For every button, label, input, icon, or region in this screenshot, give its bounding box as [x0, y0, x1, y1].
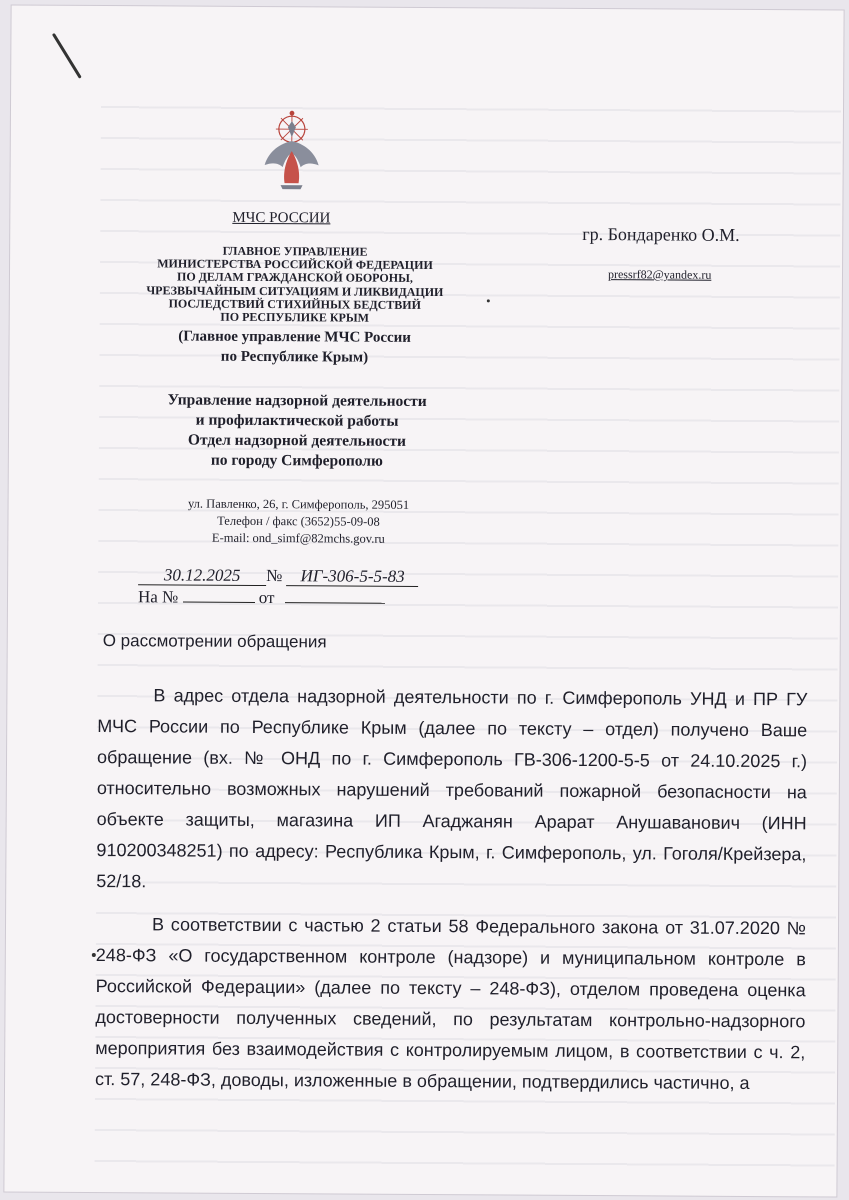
registration-number: ИГ-306-5-5-83 — [287, 567, 419, 587]
stray-dot — [487, 299, 490, 302]
scan-scratch-mark — [52, 33, 82, 79]
short-name-line-1: (Главное управление МЧС России — [178, 328, 412, 347]
registration-line — [138, 565, 419, 587]
letterhead-line: ПО ДЕЛАМ ГРАЖДАНСКОЙ ОБОРОНЫ, — [176, 269, 413, 286]
short-name-line-2: по Республике Крым) — [220, 348, 369, 366]
letterhead-line: ЧРЕЗВЫЧАЙНЫМ СИТУАЦИЯМ И ЛИКВИДАЦИИ — [146, 282, 444, 299]
department-block — [117, 390, 477, 472]
ref-label: На № — [137, 587, 179, 607]
short-name-line — [124, 326, 464, 368]
registration-date: 30.12.2025 — [138, 566, 266, 586]
recipient-name: гр. Бондаренко О.М. — [582, 223, 740, 245]
letter-subject: О рассмотрении обращения — [102, 631, 327, 652]
body-paragraph-1: В адрес отдела надзорной деятельности по г. Симферополь УНД и ПР ГУ МЧС России по Республике Крым (далее по тексту – отдел) получено Ваше обращение (вх. № ОНД по г. Симферополь ГВ-306-1200-5-5 от 24.10.2025 г.) относительно возможных нарушений требований пожарной безопасности на объекте защиты, магазина ИП Агаджанян Арарат Анушаванович (ИНН 910200348251) по адресу: Республика Крым, г. Симферополь, ул. Гоголя/Крейзера, 52/18. — [96, 685, 808, 892]
agency-short-name: МЧС РОССИИ — [232, 209, 331, 227]
ref-date-blank — [285, 602, 385, 604]
letterhead-block — [124, 244, 465, 368]
ref-number-blank — [183, 602, 255, 603]
reference-line — [138, 587, 385, 609]
department-line: Управление надзорной деятельности — [167, 391, 427, 411]
letterhead-line: ПОСЛЕДСТВИЙ СТИХИЙНЫХ БЕДСТВИЙ — [168, 296, 422, 312]
letterhead-line: ПО РЕСПУБЛИКЕ КРЫМ — [220, 309, 370, 325]
letterhead-line: ГЛАВНОЕ УПРАВЛЕНИЕ — [222, 243, 368, 259]
body-paragraph-2: В соответствии с частью 2 статьи 58 Федерального закона от 31.07.2020 № 248-ФЗ «О государственном контроле (надзоре) и муниципальном контроле в Российской Федерации» (далее по тексту – 248-ФЗ), отделом проведена оценка достоверности полученных сведений, по результатам контрольно-надзорного мероприятия без взаимодействия с контролируемым лицом, в соответствии с ч. 2, ст. 57, 248-ФЗ, доводы, изложенные в обращении, подтвердились частично, а — [95, 914, 807, 1093]
letter-body — [95, 680, 808, 1111]
department-line: и профилактической работы — [195, 411, 399, 430]
letterhead-line: МИНИСТЕРСТВА РОССИЙСКОЙ ФЕДЕРАЦИИ — [157, 256, 433, 273]
address-text: ул. Павленко, 26, г. Симферополь, 295051 — [187, 496, 410, 512]
letter-page — [4, 5, 843, 1196]
number-label: № — [266, 566, 283, 586]
department-line: Отдел надзорной деятельности — [187, 431, 407, 450]
department-line: по городу Симферополю — [210, 451, 383, 470]
mchs-emblem-icon — [261, 107, 324, 191]
from-label: от — [258, 587, 275, 608]
contacts-block — [128, 495, 468, 548]
phone-text: Телефон / факс (3652)55-09-08 — [217, 513, 380, 529]
recipient-email: pressrf82@yandex.ru — [607, 267, 712, 282]
email-text: E-mail: ond_simf@82mchs.gov.ru — [211, 530, 385, 546]
